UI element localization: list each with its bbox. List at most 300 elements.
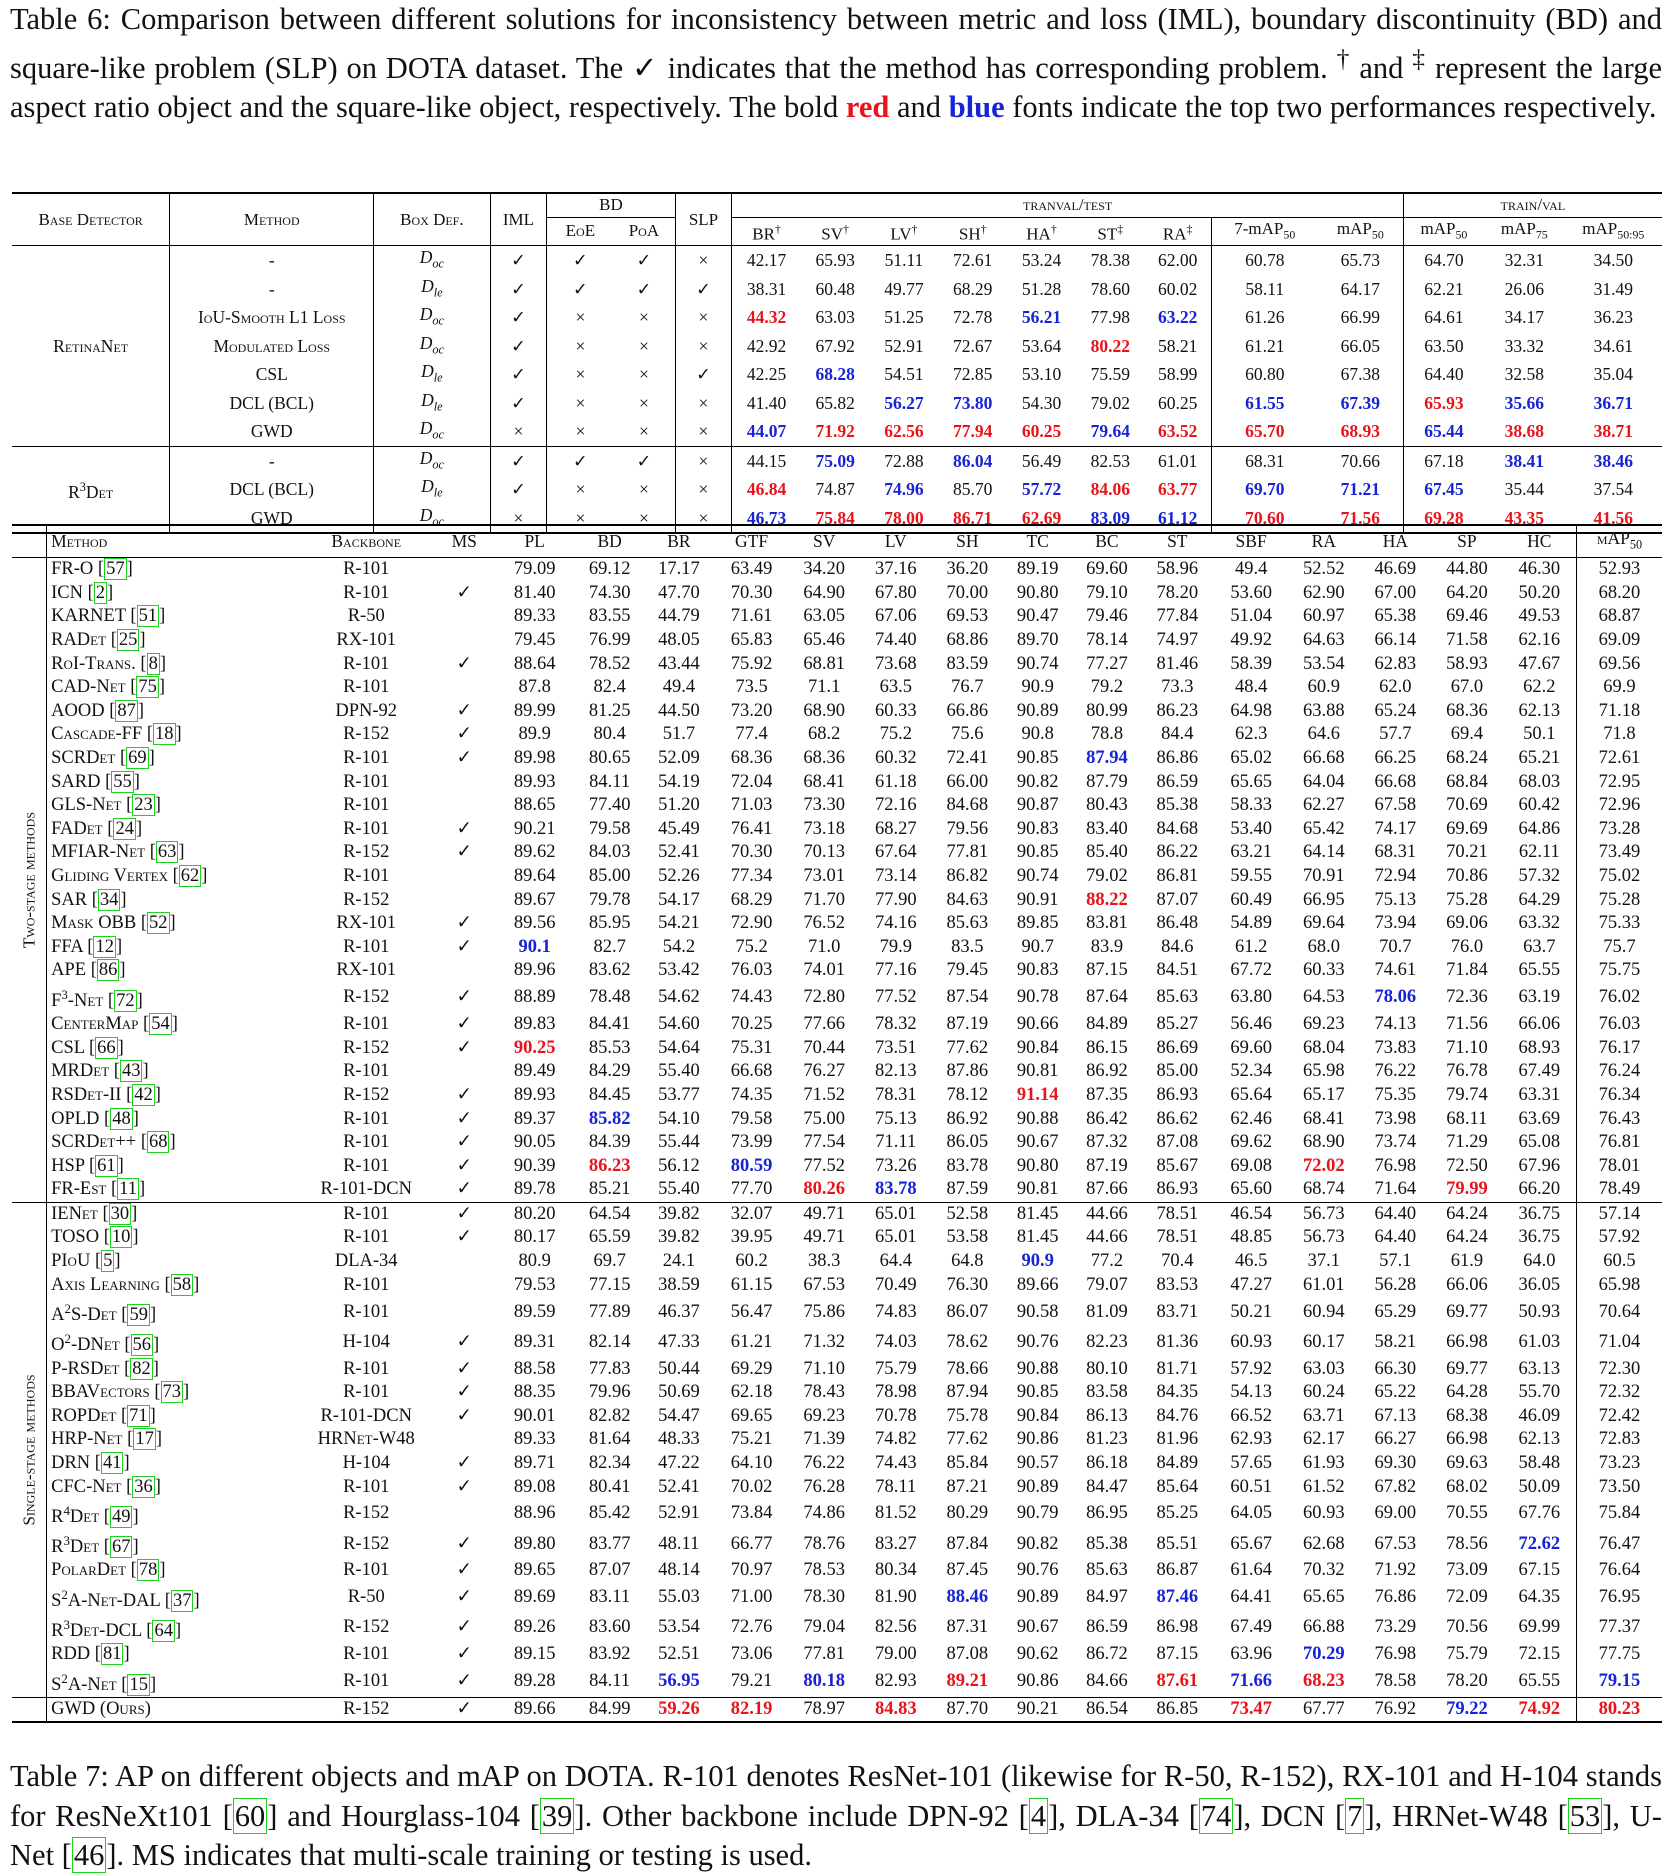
ref-link[interactable]: 66 bbox=[97, 1037, 116, 1058]
value-cell: 65.38 bbox=[1374, 606, 1417, 627]
value-cell: 71.04 bbox=[1576, 1327, 1662, 1357]
ref-link[interactable]: 51 bbox=[138, 606, 158, 627]
ref-link[interactable]: 5 bbox=[103, 1251, 113, 1272]
value-cell: 26.06 bbox=[1504, 278, 1544, 299]
value-cell: 68.86 bbox=[946, 630, 989, 651]
value-cell: 72.09 bbox=[1446, 1587, 1488, 1608]
value-cell: 69.30 bbox=[1374, 1452, 1417, 1473]
value-cell: 48.11 bbox=[658, 1533, 700, 1554]
value-cell: 61.01 bbox=[1303, 1274, 1345, 1295]
value-cell: 73.47 bbox=[1214, 1697, 1288, 1722]
value-cell: 82.93 bbox=[874, 1671, 917, 1692]
slp-cell: ✓ bbox=[675, 275, 732, 304]
value-cell: 70.21 bbox=[1446, 842, 1488, 863]
ref-link[interactable]: 34 bbox=[99, 889, 119, 910]
value-cell: 64.70 bbox=[1403, 246, 1484, 275]
ref-link[interactable]: 87 bbox=[117, 700, 136, 721]
backbone-cell: R-50 bbox=[347, 1587, 385, 1608]
value-cell: 43.44 bbox=[658, 653, 700, 674]
ref-link[interactable]: 52 bbox=[149, 913, 168, 934]
method-cell: - bbox=[170, 275, 374, 304]
value-cell: 69.23 bbox=[803, 1405, 846, 1426]
method-name: GWD (Ours) bbox=[51, 1699, 151, 1720]
table-row bbox=[12, 1428, 1662, 1452]
value-cell: 79.99 bbox=[1446, 1179, 1488, 1200]
value-cell: 86.18 bbox=[1086, 1452, 1128, 1473]
th-metric: RA‡ bbox=[1145, 217, 1211, 246]
value-cell: 70.55 bbox=[1446, 1503, 1488, 1524]
ms-cell: ✓ bbox=[456, 1108, 473, 1129]
value-cell: 64.24 bbox=[1431, 1202, 1503, 1226]
value-cell: 75.28 bbox=[1446, 889, 1488, 910]
value-cell: 63.71 bbox=[1303, 1405, 1345, 1426]
value-cell: 75.86 bbox=[803, 1301, 846, 1322]
value-cell: 77.52 bbox=[874, 987, 917, 1008]
value-cell: 51.28 bbox=[1021, 278, 1062, 299]
value-cell: 71.00 bbox=[730, 1587, 773, 1608]
ref-link[interactable]: 73 bbox=[162, 1382, 182, 1403]
value-cell: 50.93 bbox=[1518, 1301, 1561, 1322]
value-cell: 77.4 bbox=[735, 724, 768, 745]
ref-link[interactable]: 78 bbox=[138, 1560, 158, 1581]
value-cell: 76.24 bbox=[1576, 1060, 1662, 1084]
value-cell: 89.08 bbox=[513, 1476, 556, 1497]
value-cell: 73.83 bbox=[1374, 1037, 1417, 1058]
ref-link[interactable]: 15 bbox=[129, 1674, 148, 1695]
ref-link[interactable]: 4 bbox=[1030, 1798, 1047, 1833]
value-cell: 56.27 bbox=[884, 392, 924, 413]
value-cell: 74.43 bbox=[730, 987, 773, 1008]
method-cell: APE [ 86 ] bbox=[47, 959, 299, 983]
ref-link[interactable]: 53 bbox=[1569, 1798, 1601, 1833]
value-cell: 82.19 bbox=[713, 1697, 789, 1722]
value-cell: 64.6 bbox=[1307, 724, 1340, 745]
value-cell: 76.0 bbox=[1450, 936, 1484, 957]
value-cell: 36.75 bbox=[1503, 1202, 1577, 1226]
ref-link[interactable]: 58 bbox=[172, 1274, 192, 1295]
ref-link[interactable]: 59 bbox=[129, 1305, 148, 1326]
value-cell: 78.60 bbox=[1090, 278, 1130, 299]
value-cell: 71.11 bbox=[875, 1132, 917, 1153]
ref-link[interactable]: 17 bbox=[135, 1429, 154, 1450]
value-cell: 82.53 bbox=[1076, 446, 1145, 475]
th-metric: mAP$_{50}$ bbox=[1318, 217, 1403, 246]
backbone-cell: R-101 bbox=[298, 1202, 434, 1226]
backbone-cell: R-101 bbox=[343, 1132, 390, 1153]
poa-cell: × bbox=[638, 507, 649, 528]
value-cell: 61.21 bbox=[1211, 332, 1318, 361]
value-cell: 75.84 bbox=[1576, 1499, 1662, 1529]
ref-link[interactable]: 41 bbox=[102, 1452, 122, 1473]
value-cell: 90.88 bbox=[1016, 1358, 1059, 1379]
value-cell: 75.79 bbox=[874, 1358, 917, 1379]
value-cell: 90.80 bbox=[1016, 1155, 1059, 1176]
method-name: Axis Learning bbox=[51, 1274, 160, 1295]
value-cell: 85.42 bbox=[588, 1503, 631, 1524]
value-cell: 39.82 bbox=[644, 1202, 713, 1226]
value-cell: 68.93 bbox=[1518, 1037, 1561, 1058]
ms-cell bbox=[434, 676, 494, 700]
value-cell: 88.65 bbox=[513, 795, 556, 816]
ref-link[interactable]: 64 bbox=[154, 1621, 173, 1642]
value-cell: 64.24 bbox=[1446, 1227, 1488, 1248]
table-row bbox=[12, 1131, 1662, 1155]
value-cell: 31.49 bbox=[1593, 278, 1633, 299]
table6-header bbox=[12, 193, 1662, 246]
method-name: Cascade-FF bbox=[51, 724, 143, 745]
value-cell: 90.80 bbox=[1016, 582, 1059, 603]
value-cell: 62.2 bbox=[1523, 677, 1556, 698]
table-row bbox=[12, 652, 1662, 676]
value-cell: 44.66 bbox=[1073, 1202, 1140, 1226]
value-cell: 89.78 bbox=[513, 1179, 556, 1200]
value-cell: 56.12 bbox=[658, 1155, 700, 1176]
value-cell: 32.58 bbox=[1504, 364, 1544, 385]
value-cell: 89.69 bbox=[513, 1587, 556, 1608]
ref-link[interactable]: 75 bbox=[138, 677, 157, 698]
value-cell: 66.68 bbox=[1303, 748, 1345, 769]
value-cell: 66.68 bbox=[730, 1061, 773, 1082]
base-detector: RetinaNet bbox=[53, 335, 129, 356]
ref-link[interactable]: 81 bbox=[102, 1644, 122, 1665]
value-cell: 89.28 bbox=[513, 1671, 556, 1692]
method-cell: DCL (BCL) bbox=[170, 475, 374, 504]
backbone-cell: R-152 bbox=[343, 1037, 390, 1058]
value-cell: 61.12 bbox=[1157, 507, 1198, 528]
value-cell: 84.83 bbox=[859, 1697, 933, 1722]
value-cell: 83.62 bbox=[588, 960, 631, 981]
value-cell: 76.98 bbox=[1374, 1644, 1417, 1665]
ref-link[interactable]: 48 bbox=[112, 1108, 131, 1129]
backbone-cell: R-101 bbox=[343, 1382, 390, 1403]
value-cell: 66.88 bbox=[1303, 1617, 1345, 1638]
table-row bbox=[12, 629, 1662, 653]
ms-cell: ✓ bbox=[456, 1037, 473, 1058]
value-cell: 86.23 bbox=[588, 1155, 631, 1176]
poa-cell: × bbox=[638, 392, 649, 413]
ref-link[interactable]: 8 bbox=[148, 653, 158, 674]
value-cell: 86.59 bbox=[1086, 1617, 1128, 1638]
value-cell: 68.81 bbox=[803, 653, 846, 674]
value-cell: 36.75 bbox=[1518, 1227, 1561, 1248]
value-cell: 78.49 bbox=[1576, 1178, 1662, 1202]
ref-link[interactable]: 11 bbox=[119, 1179, 137, 1200]
value-cell: 77.37 bbox=[1576, 1613, 1662, 1643]
value-cell: 47.70 bbox=[658, 582, 700, 603]
value-cell: 84.89 bbox=[1086, 1014, 1128, 1035]
method-cell: CFC-Net [ 36 ] bbox=[47, 1475, 299, 1499]
value-cell: 81.64 bbox=[588, 1429, 631, 1450]
value-cell: 68.36 bbox=[730, 748, 773, 769]
ref-link[interactable]: 74 bbox=[1200, 1798, 1232, 1833]
value-cell: 60.51 bbox=[1230, 1476, 1272, 1497]
th-gtf: GTF bbox=[713, 525, 789, 558]
ms-cell: ✓ bbox=[456, 1179, 473, 1200]
ms-cell bbox=[434, 605, 494, 629]
ref-link[interactable]: 2 bbox=[95, 582, 106, 603]
value-cell: 53.42 bbox=[658, 960, 700, 981]
value-cell: 53.64 bbox=[1021, 335, 1062, 356]
value-cell: 84.06 bbox=[1090, 479, 1130, 500]
ms-cell: ✓ bbox=[456, 1644, 473, 1665]
value-cell: 67.53 bbox=[1374, 1533, 1417, 1554]
ms-cell bbox=[434, 794, 494, 818]
value-cell: 49.4 bbox=[662, 677, 696, 698]
poa-cell: ✓ bbox=[636, 250, 652, 271]
backbone-cell: R-101 bbox=[343, 1155, 390, 1176]
value-cell: 77.16 bbox=[874, 960, 917, 981]
value-cell: 63.03 bbox=[815, 307, 855, 328]
ref-link[interactable]: 39 bbox=[541, 1798, 573, 1833]
value-cell: 90.83 bbox=[1016, 960, 1059, 981]
value-cell: 44.50 bbox=[658, 700, 700, 721]
value-cell: 77.83 bbox=[588, 1358, 631, 1379]
table-row bbox=[12, 332, 1662, 361]
ref-link[interactable]: 67 bbox=[111, 1537, 131, 1558]
method-cell: KARNET [ 51 ] bbox=[47, 605, 299, 629]
th-iml: IML bbox=[490, 193, 547, 246]
value-cell: 62.68 bbox=[1303, 1533, 1345, 1554]
ref-link[interactable]: 61 bbox=[97, 1155, 116, 1176]
value-cell: 79.15 bbox=[1576, 1667, 1662, 1698]
value-cell: 71.10 bbox=[1446, 1037, 1488, 1058]
method-name: GLS-Net bbox=[51, 795, 122, 816]
value-cell: 78.51 bbox=[1140, 1202, 1214, 1226]
value-cell: 63.05 bbox=[803, 606, 846, 627]
table-row bbox=[12, 1613, 1662, 1643]
value-cell: 48.05 bbox=[658, 630, 700, 651]
value-cell: 61.93 bbox=[1303, 1452, 1345, 1473]
value-cell: 80.34 bbox=[874, 1560, 917, 1581]
ref-link[interactable]: 54 bbox=[151, 1014, 170, 1035]
method-name: HRP-Net bbox=[51, 1429, 123, 1450]
value-cell: 69.28 bbox=[1403, 504, 1484, 534]
value-cell: 78.32 bbox=[874, 1014, 917, 1035]
method-cell: GWD bbox=[170, 417, 374, 446]
value-cell: 52.34 bbox=[1230, 1061, 1272, 1082]
ref-link[interactable]: 7 bbox=[1347, 1798, 1363, 1833]
box-def-cell: $D_{oc}$ bbox=[374, 246, 490, 275]
value-cell: 78.66 bbox=[946, 1358, 989, 1379]
th-method: Method bbox=[170, 193, 374, 246]
value-cell: 79.02 bbox=[1086, 866, 1128, 887]
method-name: CFC-Net bbox=[51, 1476, 122, 1497]
value-cell: 70.60 bbox=[1211, 504, 1318, 534]
value-cell: 90.85 bbox=[1016, 842, 1059, 863]
ref-link[interactable]: 60 bbox=[234, 1798, 266, 1833]
value-cell: 86.92 bbox=[1086, 1061, 1128, 1082]
value-cell: 76.27 bbox=[803, 1061, 846, 1082]
value-cell: 67.53 bbox=[803, 1274, 846, 1295]
ref-link[interactable]: 10 bbox=[111, 1227, 131, 1248]
value-cell: 68.20 bbox=[1576, 582, 1662, 606]
backbone-cell: RX-101 bbox=[336, 913, 397, 934]
method-cell: CSL [ 66 ] bbox=[47, 1036, 299, 1060]
value-cell: 65.55 bbox=[1518, 960, 1561, 981]
ref-link[interactable]: 62 bbox=[180, 866, 200, 887]
backbone-cell: R-101-DCN bbox=[320, 1405, 412, 1426]
value-cell: 65.29 bbox=[1374, 1301, 1417, 1322]
value-cell: 58.93 bbox=[1446, 653, 1488, 674]
value-cell: 85.21 bbox=[588, 1179, 631, 1200]
value-cell: 38.68 bbox=[1504, 421, 1544, 442]
value-cell: 87.15 bbox=[1156, 1644, 1199, 1665]
ref-link[interactable]: 23 bbox=[134, 795, 153, 816]
value-cell: 34.17 bbox=[1504, 307, 1544, 328]
value-cell: 52.26 bbox=[658, 866, 700, 887]
value-cell: 78.30 bbox=[803, 1587, 846, 1608]
ref-link[interactable]: 36 bbox=[134, 1476, 153, 1497]
value-cell: 57.72 bbox=[1021, 479, 1062, 500]
ref-link[interactable]: 57 bbox=[106, 559, 125, 580]
value-cell: 81.45 bbox=[1002, 1202, 1074, 1226]
value-cell: 61.01 bbox=[1145, 446, 1211, 475]
value-cell: 69.53 bbox=[946, 606, 989, 627]
value-cell: 60.24 bbox=[1303, 1382, 1345, 1403]
value-cell: 86.05 bbox=[946, 1132, 989, 1153]
ms-cell: ✓ bbox=[456, 1132, 473, 1153]
value-cell: 87.59 bbox=[946, 1179, 989, 1200]
value-cell: 60.94 bbox=[1303, 1301, 1345, 1322]
value-cell: 64.17 bbox=[1340, 278, 1381, 299]
value-cell: 84.39 bbox=[588, 1132, 631, 1153]
value-cell: 79.04 bbox=[803, 1617, 846, 1638]
value-cell: 63.88 bbox=[1303, 700, 1345, 721]
ref-link[interactable]: 71 bbox=[129, 1405, 148, 1426]
value-cell: 71.29 bbox=[1446, 1132, 1488, 1153]
value-cell: 56.21 bbox=[1021, 307, 1062, 328]
value-cell: 73.26 bbox=[874, 1155, 917, 1176]
ref-link[interactable]: 37 bbox=[172, 1590, 192, 1611]
group-label-text: Two-stage methods bbox=[19, 811, 39, 948]
ref-link[interactable]: 18 bbox=[155, 724, 174, 745]
method-name: MFIAR-Net bbox=[51, 842, 146, 863]
value-cell: 79.74 bbox=[1446, 1084, 1488, 1105]
value-cell: 54.30 bbox=[1021, 392, 1062, 413]
method-cell bbox=[47, 1697, 299, 1722]
ms-cell: ✓ bbox=[456, 1155, 473, 1176]
ms-cell: ✓ bbox=[456, 818, 473, 839]
value-cell: 72.83 bbox=[1576, 1428, 1662, 1452]
ms-cell: ✓ bbox=[456, 653, 473, 674]
method-cell: CenterMap [ 54 ] bbox=[47, 1013, 299, 1037]
value-cell: 82.82 bbox=[588, 1405, 631, 1426]
value-cell: 90.62 bbox=[1016, 1644, 1059, 1665]
ref-link[interactable]: 42 bbox=[134, 1084, 153, 1105]
box-def-cell: $D_{le}$ bbox=[374, 475, 490, 504]
table-row bbox=[12, 841, 1662, 865]
th-sp: SP bbox=[1431, 525, 1503, 558]
value-cell: 90.67 bbox=[1016, 1132, 1059, 1153]
value-cell: 88.35 bbox=[513, 1382, 556, 1403]
method-cell: RoI-Trans. [ 8 ] bbox=[47, 652, 299, 676]
value-cell: 75.35 bbox=[1374, 1084, 1417, 1105]
value-cell: 77.98 bbox=[1090, 307, 1130, 328]
value-cell: 84.35 bbox=[1156, 1382, 1199, 1403]
value-cell: 57.92 bbox=[1230, 1358, 1272, 1379]
value-cell: 89.56 bbox=[513, 913, 556, 934]
ref-link[interactable]: 46 bbox=[73, 1838, 105, 1872]
ref-link[interactable]: 43 bbox=[121, 1061, 141, 1082]
ref-link[interactable]: 86 bbox=[98, 960, 118, 981]
method-cell: MFIAR-Net [ 63 ] bbox=[47, 841, 299, 865]
value-cell: 56.47 bbox=[730, 1301, 773, 1322]
value-cell: 89.64 bbox=[513, 866, 556, 887]
slp-cell: ✓ bbox=[675, 360, 732, 389]
value-cell: 78.98 bbox=[874, 1382, 917, 1403]
method-cell: SAR [ 34 ] bbox=[47, 888, 299, 912]
slp-cell: × bbox=[675, 332, 732, 361]
th-method: Method bbox=[47, 525, 299, 558]
ms-cell: ✓ bbox=[456, 582, 473, 603]
value-cell: 78.51 bbox=[1156, 1227, 1199, 1248]
value-cell: 77.75 bbox=[1576, 1643, 1662, 1667]
value-cell: 74.43 bbox=[874, 1452, 917, 1473]
value-cell: 64.05 bbox=[1230, 1503, 1272, 1524]
value-cell: 85.70 bbox=[953, 479, 993, 500]
value-cell: 76.03 bbox=[730, 960, 773, 981]
th-st: ST bbox=[1140, 525, 1214, 558]
ref-link[interactable]: 82 bbox=[132, 1358, 151, 1379]
value-cell: 83.40 bbox=[1086, 818, 1128, 839]
value-cell: 70.86 bbox=[1446, 866, 1488, 887]
value-cell: 71.1 bbox=[808, 677, 841, 698]
value-cell: 68.93 bbox=[1340, 421, 1381, 442]
value-cell: 64.86 bbox=[1518, 818, 1561, 839]
ref-link[interactable]: 55 bbox=[113, 771, 132, 792]
ref-link[interactable]: 72 bbox=[116, 990, 135, 1011]
value-cell: 90.25 bbox=[513, 1037, 556, 1058]
value-cell: 67.06 bbox=[874, 606, 917, 627]
value-cell: 70.64 bbox=[1576, 1297, 1662, 1327]
backbone-cell: R-101 bbox=[343, 1560, 390, 1581]
value-cell: 90.39 bbox=[513, 1155, 556, 1176]
ref-link[interactable]: 68 bbox=[148, 1132, 168, 1153]
value-cell: 64.10 bbox=[730, 1452, 773, 1473]
value-cell: 46.84 bbox=[732, 475, 801, 504]
table-row bbox=[12, 1643, 1662, 1667]
value-cell: 77.54 bbox=[803, 1132, 846, 1153]
value-cell: 62.56 bbox=[884, 421, 924, 442]
value-cell: 54.60 bbox=[658, 1014, 700, 1035]
backbone-cell: R-152 bbox=[343, 842, 390, 863]
ref-link[interactable]: 30 bbox=[110, 1203, 130, 1224]
poa-cell: ✓ bbox=[636, 278, 652, 299]
value-cell: 66.30 bbox=[1374, 1358, 1417, 1379]
value-cell: 82.7 bbox=[593, 936, 626, 957]
ref-link[interactable]: 24 bbox=[115, 818, 134, 839]
ms-cell: ✓ bbox=[456, 842, 473, 863]
value-cell: 83.81 bbox=[1086, 913, 1128, 934]
value-cell: 87.84 bbox=[946, 1533, 989, 1554]
ref-link[interactable]: 25 bbox=[118, 630, 138, 651]
value-cell: 74.83 bbox=[874, 1301, 917, 1322]
ref-link[interactable]: 49 bbox=[111, 1507, 131, 1527]
value-cell: 88.46 bbox=[946, 1587, 989, 1608]
value-cell: 76.41 bbox=[730, 818, 773, 839]
value-cell: 60.78 bbox=[1211, 246, 1318, 275]
value-cell: 89.62 bbox=[513, 842, 556, 863]
method-name: $R^3Det$-DCL bbox=[51, 1616, 142, 1642]
ref-link[interactable]: 63 bbox=[157, 842, 177, 863]
ms-cell: ✓ bbox=[456, 1671, 473, 1692]
value-cell: 51.20 bbox=[658, 795, 700, 816]
value-cell: 68.29 bbox=[953, 278, 993, 299]
ref-link[interactable]: 12 bbox=[95, 936, 114, 957]
ref-link[interactable]: 69 bbox=[128, 748, 147, 769]
ref-link[interactable]: 56 bbox=[132, 1335, 152, 1356]
value-cell: 78.20 bbox=[1156, 582, 1199, 603]
